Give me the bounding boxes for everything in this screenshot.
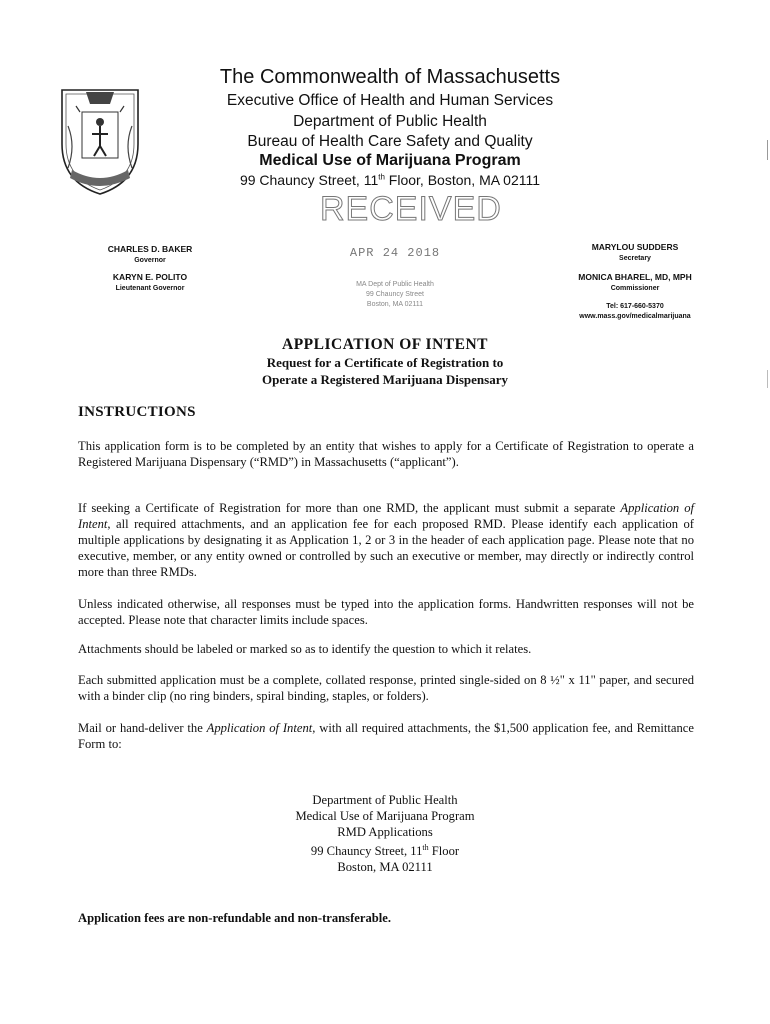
- header-address-post: Floor, Boston, MA 02111: [384, 172, 541, 188]
- official-title: Secretary: [619, 255, 651, 262]
- instructions-paragraph-1: This application form is to be completed by an entity that wishes to apply for a Certificate of Registration to operate a Registered Marijuana Dispensary (“RMD”) in Massachusetts (“applicant”).: [78, 439, 694, 469]
- instructions-heading: INSTRUCTIONS: [78, 404, 196, 420]
- official-name: KARYN E. POLITO: [112, 272, 188, 282]
- instructions-paragraph-4: Attachments should be labeled or marked so as to identify the question to which it relates.: [78, 642, 532, 656]
- p6-italic: Application of Intent: [206, 721, 313, 735]
- p2-text-a: If seeking a Certificate of Registration for more than one RMD, the applicant must submit a separate: [78, 501, 621, 515]
- header-program: Medical Use of Marijuana Program: [259, 152, 521, 169]
- official-title: Governor: [134, 257, 166, 264]
- official-title: Lieutenant Governor: [115, 285, 185, 292]
- header-address: [150, 172, 630, 188]
- mail-address-line-4: [240, 840, 530, 859]
- p6-text-a: Mail or hand-deliver the: [78, 721, 207, 735]
- stamp-line-2: 99 Chauncy Street: [366, 291, 424, 298]
- mailing-address: [240, 792, 530, 875]
- mail-address-line-4-sup: th: [422, 843, 429, 852]
- contact-info: [550, 302, 720, 322]
- mail-address-line-4-post: Floor: [428, 844, 460, 859]
- official-name: CHARLES D. BAKER: [107, 244, 193, 254]
- official-name: MARYLOU SUDDERS: [591, 242, 679, 252]
- document-title: APPLICATION OF INTENT: [282, 336, 488, 353]
- header-bureau: Bureau of Health Care Safety and Quality: [247, 133, 533, 150]
- instructions-paragraph-2: [78, 500, 694, 580]
- p2-italic: Application of Intent: [78, 501, 694, 531]
- header-department: Department of Public Health: [293, 113, 487, 130]
- received-stamp-address: [320, 280, 470, 310]
- stamp-line-3: Boston, MA 02111: [366, 301, 424, 308]
- p6-text-b: , with all required attachments, the $1,500 application fee, and Remittance Form to:: [78, 721, 694, 751]
- received-stamp: RECEIVED: [320, 190, 502, 228]
- contact-tel: Tel: 617-660-5370: [606, 303, 664, 310]
- official-commissioner: [550, 272, 720, 294]
- mail-address-line-5: Boston, MA 02111: [337, 860, 433, 875]
- header-address-pre: 99 Chauncy Street, 11: [239, 172, 379, 188]
- received-date: APR 24 2018: [349, 246, 441, 260]
- mail-address-line-1: Department of Public Health: [312, 793, 458, 807]
- header-address-sup: th: [378, 172, 385, 182]
- p2-text-b: , all required attachments, and an application fee for each proposed RMD. Please identify each application of multiple applications by designating it as Application 1, 2 or 3 in the header of each application page. Please note that no executive, member, or any entity owned or controlled by such an executive or member, may directly or indirectly control more than three RMDs.: [78, 517, 694, 579]
- instructions-paragraph-6: [78, 720, 694, 752]
- document-subtitle-2: Operate a Registered Marijuana Dispensary: [261, 372, 508, 387]
- official-secretary: [550, 242, 720, 264]
- mail-address-line-3: RMD Applications: [337, 825, 433, 839]
- mail-address-line-4-pre: 99 Chauncy Street, 11: [310, 844, 423, 859]
- contact-web[interactable]: www.mass.gov/medicalmarijuana: [579, 313, 691, 320]
- document-subtitle-1: Request for a Certificate of Registration to: [266, 355, 504, 370]
- fees-note: Application fees are non-refundable and non-transferable.: [78, 911, 391, 925]
- stamp-line-1: MA Dept of Public Health: [356, 281, 434, 288]
- official-governor: [80, 244, 220, 266]
- official-name: MONICA BHAREL, MD, MPH: [578, 272, 692, 282]
- official-lieutenant-governor: [80, 272, 220, 294]
- official-title: Commissioner: [610, 285, 660, 292]
- state-seal-icon: [56, 86, 144, 198]
- instructions-paragraph-5: Each submitted application must be a complete, collated response, printed single-sided on 8 ½" x 11" paper, and secured with a binder clip (no ring binders, spiral binding, staples, or folders).: [78, 673, 694, 703]
- header-executive-office: Executive Office of Health and Human Services: [226, 92, 554, 109]
- header-commonwealth: The Commonwealth of Massachusetts: [219, 66, 561, 88]
- instructions-paragraph-3: Unless indicated otherwise, all responses must be typed into the application forms. Handwritten responses will not be accepted. Please note that character limits include spaces.: [78, 597, 694, 627]
- mail-address-line-2: Medical Use of Marijuana Program: [295, 809, 475, 823]
